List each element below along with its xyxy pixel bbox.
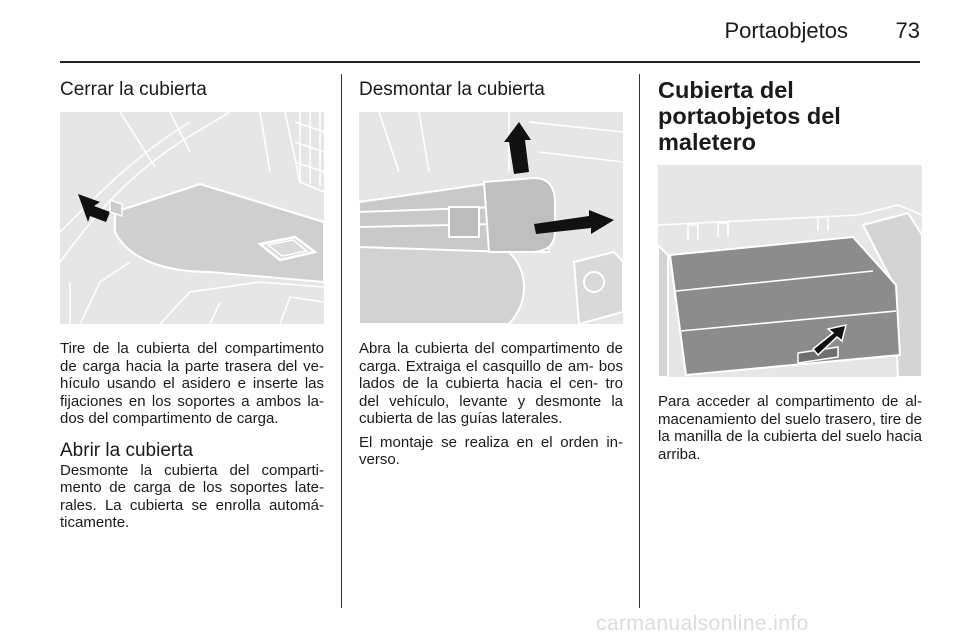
- column-3: [658, 74, 922, 463]
- paragraph-close-cover: Tire de la cubierta del compartimento de carga hacia la parte trasera del ve- hículo usando el asidero e inserte las fijaciones en los soportes a ambos la- dos del compartimento de carga.: [60, 340, 324, 427]
- header-rule: [60, 61, 920, 63]
- heading-close-cover: Cerrar la cubierta: [60, 79, 207, 100]
- paragraph-reassembly: El montaje se realiza en el orden in- verso.: [359, 433, 623, 468]
- column-1: [60, 74, 324, 532]
- page-header: [60, 14, 920, 48]
- heading-remove-cover: Desmontar la cubierta: [359, 79, 545, 100]
- paragraph-floor-cover: Para acceder al compartimento de al- macenamiento del suelo trasero, tire de la manilla de la cubierta del suelo hacia arriba.: [658, 393, 922, 463]
- column-2: [359, 74, 623, 469]
- watermark: carmanualsonline.info: [596, 612, 809, 635]
- heading-open-cover: Abrir la cubierta: [60, 439, 194, 461]
- column-divider-1: [341, 74, 342, 608]
- illustration-floor-cover: [658, 165, 922, 377]
- cover-removal-illustration: [359, 112, 623, 324]
- paragraph-open-cover: Desmonte la cubierta del comparti- mento de carga de los soportes late- rales. La cubierta se enrolla automá- ticamente.: [60, 461, 324, 531]
- heading-floor-cover: Cubierta del portaobjetos del maletero: [658, 77, 841, 155]
- cover-closing-illustration: [60, 112, 324, 324]
- illustration-close-cover: [60, 112, 324, 324]
- section-title: Portaobjetos: [724, 18, 848, 43]
- illustration-remove-cover: [359, 112, 623, 324]
- paragraph-remove-cover: Abra la cubierta del compartimento de carga. Extraiga el casquillo de am- bos lados de la cubierta hacia el cen- tro del vehículo, levante y desmonte la cubierta de las guías laterales.: [359, 340, 623, 427]
- page-number: 73: [895, 18, 920, 43]
- column-divider-2: [639, 74, 640, 608]
- floor-cover-illustration: [658, 165, 922, 377]
